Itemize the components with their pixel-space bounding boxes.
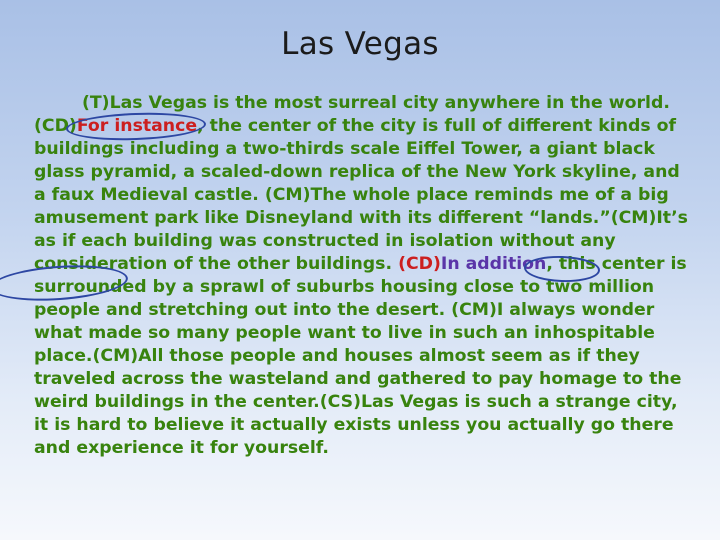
commentary-sentence: (CM)All those people and houses almost seem as if they traveled across the wasteland and gathered to pay homage to the weird buildings in the center.: [34, 346, 682, 412]
detail-marker: (CD): [398, 254, 441, 274]
commentary-sentence: (CM)I always wonder what made so many people want to live in such an inhospitable place.: [34, 300, 655, 366]
concluding-sentence: (CS)Las Vegas is such a strange city, it is hard to believe it actually exists unless you actually go there and experience it for yourself.: [34, 392, 678, 458]
commentary-sentence: (CM)It’s as if each building was constructed in isolation without any consideration of the other buildings.: [34, 208, 688, 274]
topic-sentence: (T)Las Vegas is the most surreal city anywhere in the world.: [82, 93, 670, 113]
detail-sentence: , the center of the city is full of different kinds of buildings including a two-thirds scale Eiffel Tower, a giant black glass pyramid, a scaled-down replica of the New York skyline, and a faux Medieval castle.: [34, 116, 680, 205]
transition-for-instance: For instance: [76, 116, 198, 136]
detail-marker: (CD): [34, 116, 77, 136]
commentary-sentence: (CM)The whole place reminds me of a big amusement park like Disneyland with its different “lands.”: [34, 185, 669, 228]
detail-sentence: , this center is surrounded by a sprawl of suburbs housing close to two million people and stretching out into the desert.: [34, 254, 687, 320]
slide-title: Las Vegas: [281, 26, 439, 62]
transition-in-addition: In addition: [440, 254, 547, 274]
